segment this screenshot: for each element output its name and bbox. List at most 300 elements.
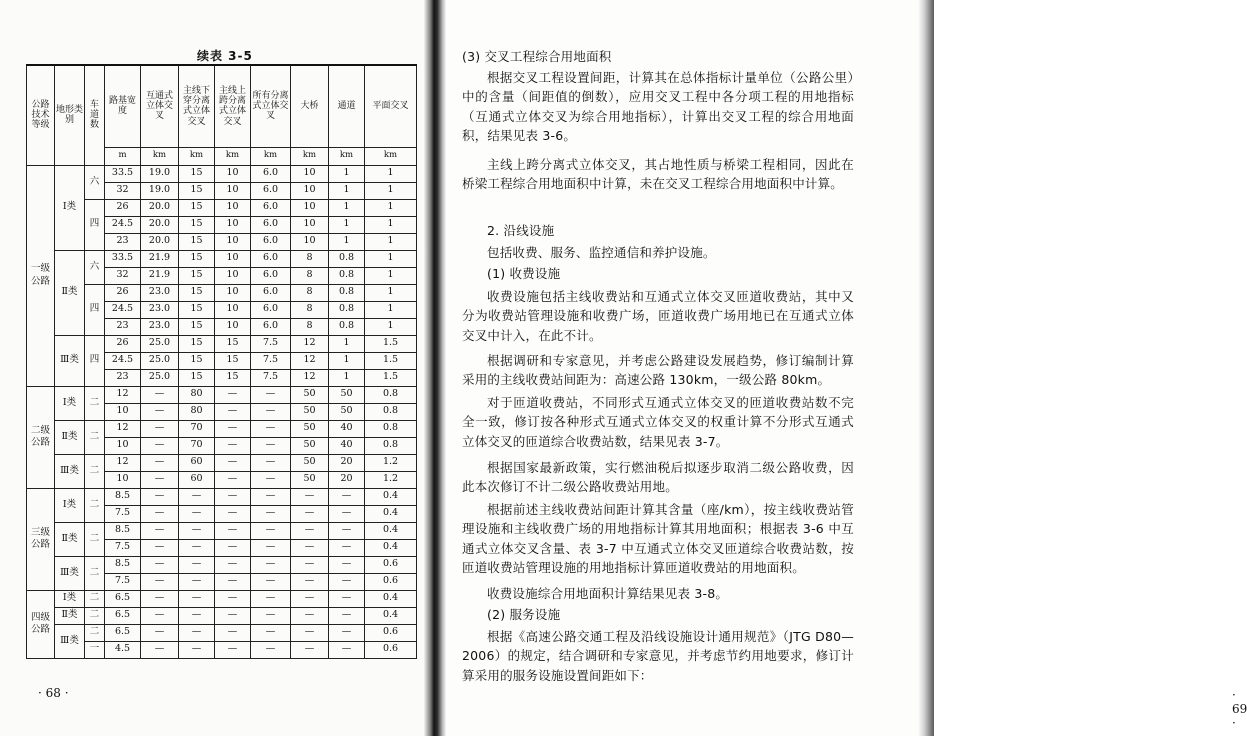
terrain-cell: Ⅰ类: [55, 165, 85, 250]
value-cell: 12: [105, 386, 141, 403]
value-cell: 12: [291, 369, 329, 386]
value-cell: 70: [179, 437, 215, 454]
value-cell: —: [141, 573, 179, 590]
value-cell: —: [141, 420, 179, 437]
header-overpass: 主线上跨分离式立体交叉: [215, 65, 251, 147]
value-cell: —: [251, 386, 291, 403]
value-cell: 50: [291, 471, 329, 488]
value-cell: 0.4: [365, 539, 417, 556]
value-cell: 0.8: [329, 318, 365, 335]
value-cell: —: [179, 590, 215, 607]
land-use-table: [26, 64, 417, 659]
lanes-cell: 二: [85, 522, 105, 556]
value-cell: —: [251, 556, 291, 573]
value-cell: —: [141, 505, 179, 522]
terrain-cell: Ⅰ类: [55, 488, 85, 522]
value-cell: 50: [291, 437, 329, 454]
value-cell: 7.5: [105, 573, 141, 590]
value-cell: 10: [215, 199, 251, 216]
value-cell: 0.8: [365, 420, 417, 437]
value-cell: 7.5: [251, 369, 291, 386]
value-cell: 0.4: [365, 607, 417, 624]
header-all-separated: 所有分离式立体交叉: [251, 65, 291, 147]
value-cell: —: [141, 454, 179, 471]
value-cell: 15: [179, 301, 215, 318]
value-cell: —: [251, 539, 291, 556]
value-cell: 20: [329, 471, 365, 488]
value-cell: —: [291, 641, 329, 658]
section-heading-toll: (1) 收费设施: [487, 266, 561, 281]
value-cell: 15: [179, 284, 215, 301]
value-cell: 1: [329, 233, 365, 250]
value-cell: 10: [291, 199, 329, 216]
header-underpass: 主线下穿分离式立体交叉: [179, 65, 215, 147]
grade-cell: 四级公路: [27, 590, 55, 658]
value-cell: —: [215, 471, 251, 488]
value-cell: 1: [329, 199, 365, 216]
value-cell: 10: [215, 267, 251, 284]
value-cell: —: [329, 624, 365, 641]
value-cell: —: [251, 471, 291, 488]
value-cell: 15: [179, 250, 215, 267]
paragraph: 根据国家最新政策，实行燃油税后拟逐步取消二级公路收费，因此本次修订不计二级公路收费站用地。: [462, 460, 854, 495]
value-cell: —: [141, 522, 179, 539]
value-cell: —: [329, 607, 365, 624]
section-heading-facilities: 2. 沿线设施: [487, 223, 555, 238]
value-cell: —: [141, 471, 179, 488]
value-cell: 20.0: [141, 216, 179, 233]
value-cell: —: [141, 607, 179, 624]
header-grade: 公路技术等级: [27, 65, 55, 165]
value-cell: —: [215, 386, 251, 403]
value-cell: 7.5: [105, 505, 141, 522]
value-cell: —: [215, 454, 251, 471]
value-cell: 26: [105, 199, 141, 216]
header-at-grade: 平面交叉: [365, 65, 417, 147]
value-cell: —: [291, 607, 329, 624]
value-cell: 0.6: [365, 641, 417, 658]
value-cell: 15: [179, 267, 215, 284]
table-row: [27, 335, 417, 352]
value-cell: 1: [329, 352, 365, 369]
value-cell: 0.6: [365, 556, 417, 573]
terrain-cell: Ⅱ类: [55, 607, 85, 624]
value-cell: 15: [179, 182, 215, 199]
value-cell: —: [141, 641, 179, 658]
value-cell: 15: [215, 352, 251, 369]
value-cell: 10: [215, 284, 251, 301]
value-cell: 50: [329, 403, 365, 420]
value-cell: 24.5: [105, 301, 141, 318]
value-cell: 1: [329, 216, 365, 233]
value-cell: —: [179, 522, 215, 539]
header-terrain: 地形类别: [55, 65, 85, 165]
value-cell: —: [215, 641, 251, 658]
table-title: 续表 3-5: [197, 49, 253, 63]
unit-cell: km: [365, 147, 417, 165]
left-page: [0, 0, 432, 736]
value-cell: 8: [291, 301, 329, 318]
value-cell: 0.4: [365, 522, 417, 539]
value-cell: 10: [105, 471, 141, 488]
unit-cell: km: [141, 147, 179, 165]
value-cell: 10: [215, 250, 251, 267]
value-cell: 15: [215, 335, 251, 352]
value-cell: 23.0: [141, 301, 179, 318]
table-row: [27, 386, 417, 403]
terrain-cell: Ⅰ类: [55, 386, 85, 420]
value-cell: —: [215, 488, 251, 505]
value-cell: 19.0: [141, 165, 179, 182]
value-cell: 6.0: [251, 199, 291, 216]
value-cell: 25.0: [141, 335, 179, 352]
value-cell: 1: [365, 284, 417, 301]
value-cell: 15: [179, 369, 215, 386]
value-cell: —: [179, 641, 215, 658]
value-cell: 6.0: [251, 216, 291, 233]
value-cell: —: [141, 488, 179, 505]
value-cell: —: [179, 607, 215, 624]
value-cell: 0.6: [365, 573, 417, 590]
value-cell: 12: [105, 454, 141, 471]
value-cell: 6.0: [251, 165, 291, 182]
table-row: [27, 454, 417, 471]
value-cell: 8: [291, 250, 329, 267]
value-cell: —: [179, 573, 215, 590]
value-cell: 32: [105, 267, 141, 284]
value-cell: 25.0: [141, 369, 179, 386]
terrain-cell: Ⅱ类: [55, 420, 85, 454]
table-body: [27, 165, 417, 658]
value-cell: 1.5: [365, 369, 417, 386]
value-cell: 6.0: [251, 284, 291, 301]
value-cell: 60: [179, 471, 215, 488]
value-cell: 6.5: [105, 624, 141, 641]
value-cell: 10: [291, 182, 329, 199]
value-cell: —: [141, 386, 179, 403]
page-number-right: · 69 ·: [1232, 688, 1247, 730]
grade-cell: 一级公路: [27, 165, 55, 386]
lanes-cell: 六: [85, 165, 105, 199]
value-cell: 6.0: [251, 182, 291, 199]
paragraph: 主线上跨分离式立体交叉，其占地性质与桥梁工程相同，因此在桥梁工程综合用地面积中计算，未在交叉工程综合用地面积中计算。: [462, 157, 854, 192]
lanes-cell: 四: [85, 199, 105, 250]
value-cell: 0.8: [329, 267, 365, 284]
value-cell: 24.5: [105, 352, 141, 369]
value-cell: 6.0: [251, 233, 291, 250]
value-cell: 80: [179, 403, 215, 420]
unit-cell: km: [251, 147, 291, 165]
value-cell: 1: [365, 216, 417, 233]
value-cell: 1: [329, 335, 365, 352]
value-cell: 40: [329, 420, 365, 437]
value-cell: 1: [365, 301, 417, 318]
value-cell: 6.5: [105, 590, 141, 607]
value-cell: 50: [291, 420, 329, 437]
unit-cell: km: [291, 147, 329, 165]
value-cell: —: [329, 539, 365, 556]
value-cell: 1: [329, 165, 365, 182]
value-cell: 21.9: [141, 267, 179, 284]
value-cell: 0.4: [365, 505, 417, 522]
value-cell: 1.5: [365, 352, 417, 369]
value-cell: —: [215, 437, 251, 454]
header-lanes: 车道数: [85, 65, 105, 165]
value-cell: 23: [105, 318, 141, 335]
lanes-cell: 二: [85, 624, 105, 641]
page-edge-shadow: [918, 0, 934, 736]
value-cell: 1: [365, 165, 417, 182]
header-passage: 通道: [329, 65, 365, 147]
value-cell: 23: [105, 233, 141, 250]
value-cell: 15: [179, 216, 215, 233]
value-cell: 0.8: [329, 250, 365, 267]
value-cell: —: [251, 607, 291, 624]
value-cell: 0.4: [365, 488, 417, 505]
value-cell: 8: [291, 284, 329, 301]
unit-cell: km: [215, 147, 251, 165]
value-cell: —: [251, 454, 291, 471]
value-cell: —: [215, 539, 251, 556]
value-cell: —: [215, 420, 251, 437]
value-cell: 10: [215, 301, 251, 318]
value-cell: —: [251, 403, 291, 420]
lanes-cell: 二: [85, 454, 105, 488]
lanes-cell: 二: [85, 488, 105, 522]
grade-cell: 三级公路: [27, 488, 55, 590]
value-cell: —: [215, 607, 251, 624]
value-cell: 6.0: [251, 318, 291, 335]
value-cell: —: [141, 403, 179, 420]
value-cell: 10: [215, 182, 251, 199]
value-cell: —: [291, 590, 329, 607]
paragraph: 包括收费、服务、监控通信和养护设施。: [487, 245, 716, 260]
value-cell: —: [251, 641, 291, 658]
paragraph: 根据交叉工程设置间距，计算其在总体指标计量单位（公路公里）中的含量（间距值的倒数），应用交叉工程中各分项工程的用地指标（互通式立体交叉为综合用地指标），计算出交叉工程的综合用地面积，结果见表 3-6。: [462, 70, 854, 144]
terrain-cell: Ⅲ类: [55, 624, 85, 658]
header-bridge: 大桥: [291, 65, 329, 147]
grade-cell: 二级公路: [27, 386, 55, 488]
value-cell: —: [179, 556, 215, 573]
value-cell: 50: [291, 403, 329, 420]
unit-cell: m: [105, 147, 141, 165]
value-cell: —: [251, 488, 291, 505]
terrain-cell: Ⅱ类: [55, 250, 85, 335]
table-row: [27, 522, 417, 539]
value-cell: 50: [291, 386, 329, 403]
value-cell: 1.2: [365, 454, 417, 471]
value-cell: 0.8: [365, 403, 417, 420]
section-heading-intersection: (3) 交叉工程综合用地面积: [462, 49, 612, 64]
value-cell: —: [215, 590, 251, 607]
value-cell: 10: [215, 165, 251, 182]
unit-cell: km: [329, 147, 365, 165]
book-spine-shadow: [424, 0, 446, 736]
value-cell: 33.5: [105, 165, 141, 182]
value-cell: 8: [291, 318, 329, 335]
value-cell: 8: [291, 267, 329, 284]
value-cell: 24.5: [105, 216, 141, 233]
value-cell: 15: [215, 369, 251, 386]
value-cell: 33.5: [105, 250, 141, 267]
value-cell: 0.4: [365, 590, 417, 607]
value-cell: 10: [105, 437, 141, 454]
value-cell: 15: [179, 318, 215, 335]
terrain-cell: Ⅰ类: [55, 590, 85, 607]
value-cell: —: [141, 539, 179, 556]
paragraph: 根据调研和专家意见，并考虑公路建设发展趋势，修订编制计算采用的主线收费站间距为：高速公路 130km，一级公路 80km。: [462, 353, 854, 388]
lanes-cell: 二: [85, 556, 105, 590]
value-cell: —: [251, 505, 291, 522]
value-cell: 1: [365, 182, 417, 199]
value-cell: 8.5: [105, 488, 141, 505]
value-cell: 15: [179, 335, 215, 352]
value-cell: 1: [329, 182, 365, 199]
value-cell: —: [291, 522, 329, 539]
value-cell: 70: [179, 420, 215, 437]
value-cell: 1: [365, 318, 417, 335]
value-cell: —: [291, 539, 329, 556]
value-cell: —: [291, 505, 329, 522]
value-cell: —: [291, 556, 329, 573]
value-cell: —: [215, 556, 251, 573]
value-cell: —: [329, 488, 365, 505]
terrain-cell: Ⅲ类: [55, 335, 85, 386]
value-cell: —: [251, 437, 291, 454]
page-number-left: · 68 ·: [38, 686, 69, 700]
terrain-cell: Ⅲ类: [55, 556, 85, 590]
value-cell: —: [251, 420, 291, 437]
lanes-cell: 六: [85, 250, 105, 284]
value-cell: —: [215, 522, 251, 539]
table-row: [27, 420, 417, 437]
unit-cell: km: [179, 147, 215, 165]
value-cell: 20.0: [141, 233, 179, 250]
value-cell: —: [141, 556, 179, 573]
value-cell: 12: [291, 352, 329, 369]
value-cell: 4.5: [105, 641, 141, 658]
value-cell: —: [329, 522, 365, 539]
table-row: [27, 607, 417, 624]
value-cell: 10: [215, 233, 251, 250]
value-cell: —: [179, 488, 215, 505]
value-cell: 12: [105, 420, 141, 437]
value-cell: —: [291, 488, 329, 505]
value-cell: 0.8: [365, 386, 417, 403]
value-cell: 40: [329, 437, 365, 454]
header-interchange: 互通式立体交叉: [141, 65, 179, 147]
table-row: [27, 250, 417, 267]
paragraph: 收费设施综合用地面积计算结果见表 3-8。: [487, 586, 729, 601]
value-cell: —: [251, 522, 291, 539]
value-cell: 1: [365, 267, 417, 284]
table-row: [27, 199, 417, 216]
value-cell: 21.9: [141, 250, 179, 267]
value-cell: 7.5: [251, 335, 291, 352]
table-row: [27, 624, 417, 641]
value-cell: 80: [179, 386, 215, 403]
value-cell: 6.5: [105, 607, 141, 624]
value-cell: 60: [179, 454, 215, 471]
value-cell: 19.0: [141, 182, 179, 199]
value-cell: —: [251, 590, 291, 607]
value-cell: 20.0: [141, 199, 179, 216]
value-cell: 50: [291, 454, 329, 471]
lanes-cell: 四: [85, 284, 105, 335]
lanes-cell: 二: [85, 607, 105, 624]
value-cell: —: [179, 624, 215, 641]
value-cell: 26: [105, 335, 141, 352]
value-cell: 0.8: [329, 284, 365, 301]
value-cell: 7.5: [251, 352, 291, 369]
value-cell: —: [141, 590, 179, 607]
value-cell: 0.8: [365, 437, 417, 454]
lanes-cell: 二: [85, 590, 105, 607]
value-cell: 23: [105, 369, 141, 386]
paragraph: 收费设施包括主线收费站和互通式立体交叉匝道收费站，其中又分为收费站管理设施和收费广场，匝道收费广场用地已在互通式立体交叉中计入，在此不计。: [462, 289, 854, 343]
value-cell: —: [215, 624, 251, 641]
value-cell: 8.5: [105, 556, 141, 573]
value-cell: —: [291, 573, 329, 590]
header-subgrade-width: 路基宽度: [105, 65, 141, 147]
value-cell: 10: [291, 233, 329, 250]
terrain-cell: Ⅲ类: [55, 454, 85, 488]
terrain-cell: Ⅱ类: [55, 522, 85, 556]
value-cell: 6.0: [251, 250, 291, 267]
value-cell: —: [215, 403, 251, 420]
table-row: [27, 488, 417, 505]
value-cell: 10: [291, 216, 329, 233]
value-cell: 1.2: [365, 471, 417, 488]
section-heading-service: (2) 服务设施: [487, 607, 561, 622]
value-cell: 8.5: [105, 522, 141, 539]
value-cell: 10: [215, 216, 251, 233]
value-cell: —: [215, 505, 251, 522]
value-cell: 12: [291, 335, 329, 352]
value-cell: 10: [105, 403, 141, 420]
lanes-cell: 一: [85, 641, 105, 658]
value-cell: 0.8: [329, 301, 365, 318]
value-cell: 32: [105, 182, 141, 199]
value-cell: —: [329, 590, 365, 607]
value-cell: 1: [365, 233, 417, 250]
value-cell: 25.0: [141, 352, 179, 369]
value-cell: 26: [105, 284, 141, 301]
value-cell: 15: [179, 233, 215, 250]
paragraph: 根据《高速公路交通工程及沿线设施设计通用规范》（JTG D80—2006）的规定，结合调研和专家意见，并考虑节约用地要求，修订计算采用的服务设施设置间距如下：: [462, 629, 854, 683]
lanes-cell: 二: [85, 386, 105, 420]
value-cell: —: [141, 437, 179, 454]
value-cell: —: [251, 624, 291, 641]
value-cell: 1: [365, 250, 417, 267]
table-row: [27, 165, 417, 182]
value-cell: 6.0: [251, 301, 291, 318]
value-cell: 10: [291, 165, 329, 182]
value-cell: —: [329, 573, 365, 590]
value-cell: 15: [179, 199, 215, 216]
value-cell: 23.0: [141, 318, 179, 335]
value-cell: 1.5: [365, 335, 417, 352]
table-row: [27, 284, 417, 301]
table-row: [27, 590, 417, 607]
table-row: [27, 556, 417, 573]
value-cell: 23.0: [141, 284, 179, 301]
table-row: [27, 641, 417, 658]
value-cell: —: [329, 641, 365, 658]
value-cell: 6.0: [251, 267, 291, 284]
value-cell: —: [179, 505, 215, 522]
value-cell: —: [179, 539, 215, 556]
